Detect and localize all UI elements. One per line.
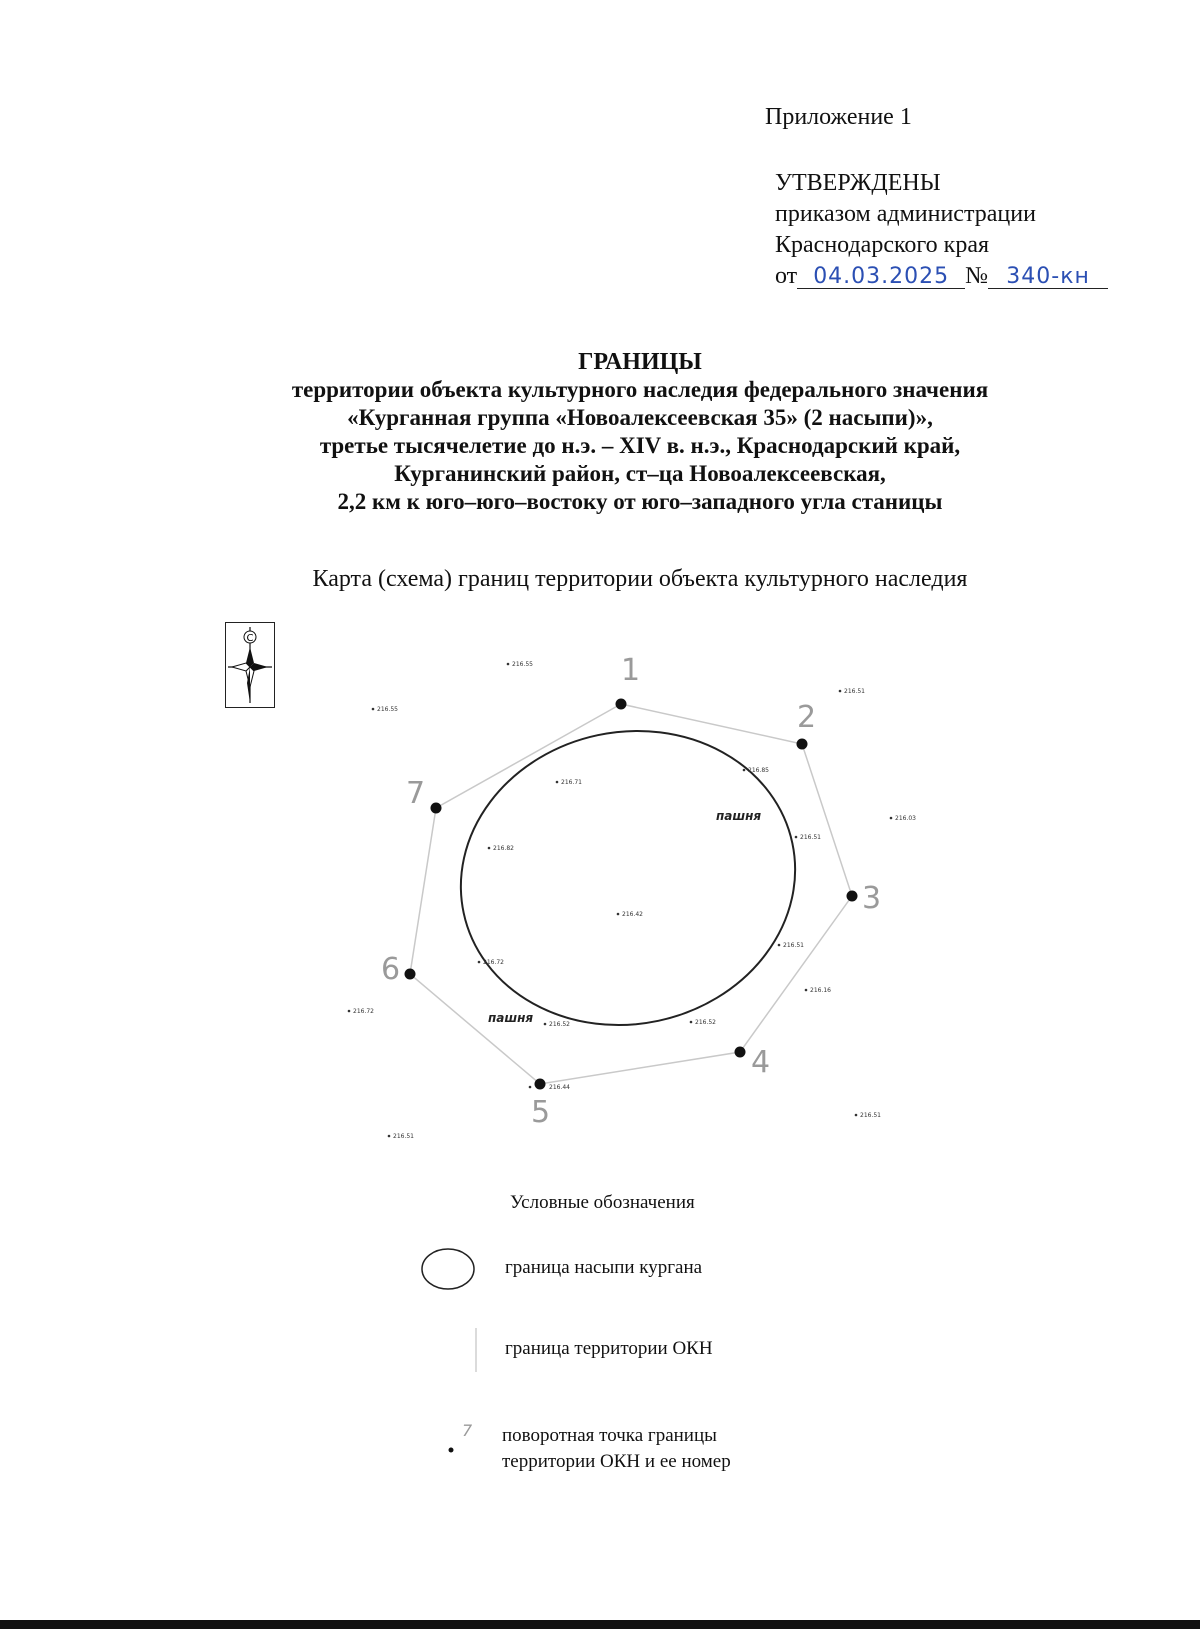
title-line-4: Курганинский район, ст–ца Новоалексеевская, [394, 461, 886, 486]
order-line-2: Краснодарского края [775, 232, 990, 258]
elevation-mark [805, 987, 831, 994]
elevation-mark [690, 1019, 716, 1026]
legend-turning-point-symbol [449, 1448, 454, 1453]
turning-point [405, 969, 416, 980]
elevation-mark [348, 1008, 374, 1015]
svg-text:216.16: 216.16 [810, 987, 831, 994]
elevation-mark [544, 1021, 570, 1028]
area-label: пашня [716, 809, 762, 823]
turning-point [797, 739, 808, 750]
svg-text:216.52: 216.52 [549, 1021, 570, 1028]
elevation-mark [890, 815, 916, 822]
approved-label: УТВЕРЖДЕНЫ [775, 170, 941, 196]
handwritten-number: 340-кн [1006, 264, 1090, 289]
svg-text:216.55: 216.55 [377, 706, 398, 713]
area-label: пашня [488, 1011, 534, 1025]
legend-mound-label: граница насыпи кургана [505, 1257, 703, 1278]
svg-text:216.82: 216.82 [493, 845, 514, 852]
svg-text:216.51: 216.51 [800, 834, 821, 841]
mound-boundary [433, 700, 822, 1055]
legend-turning-point-line-1: поворотная точка границы [502, 1425, 717, 1446]
title-line-5: 2,2 км к юго–юго–востоку от юго–западного угла станицы [337, 489, 943, 514]
title-line-3: третье тысячелетие до н.э. – XIV в. н.э., Краснодарский край, [319, 433, 961, 458]
elevation-mark [778, 942, 804, 949]
number-sign: № [965, 263, 989, 289]
turning-point [735, 1047, 746, 1058]
elevation-mark [855, 1112, 881, 1119]
territory-boundary [410, 704, 852, 1084]
date-prefix: от [775, 263, 798, 289]
elevation-mark [556, 779, 582, 786]
svg-text:216.71: 216.71 [561, 779, 582, 786]
elevation-mark [617, 911, 643, 918]
point-number: 4 [751, 1045, 771, 1080]
title-line-2: «Курганная группа «Новоалексеевская 35» (2 насыпи)», [347, 405, 933, 430]
point-number: 2 [797, 700, 817, 735]
point-number: 6 [381, 952, 401, 987]
legend-territory-label: граница территории ОКН [505, 1338, 713, 1359]
svg-text:216.52: 216.52 [695, 1019, 716, 1026]
svg-text:216.42: 216.42 [622, 911, 643, 918]
order-line-1: приказом администрации [775, 201, 1036, 227]
svg-text:216.51: 216.51 [860, 1112, 881, 1119]
turning-point [431, 803, 442, 814]
point-numbers [381, 653, 881, 1130]
turning-point [616, 699, 627, 710]
svg-text:216.51: 216.51 [844, 688, 865, 695]
turning-point [847, 891, 858, 902]
point-number: 5 [531, 1095, 551, 1130]
title-line-1: территории объекта культурного наследия федерального значения [291, 377, 989, 402]
svg-text:216.44: 216.44 [549, 1084, 570, 1091]
elevation-mark [839, 688, 865, 695]
scan-edge [0, 1620, 1200, 1629]
map-caption: Карта (схема) границ территории объекта культурного наследия [312, 566, 968, 592]
elevation-mark [478, 959, 504, 966]
svg-text:216.03: 216.03 [895, 815, 916, 822]
turning-point [535, 1079, 546, 1090]
svg-text:216.72: 216.72 [353, 1008, 374, 1015]
svg-text:216.51: 216.51 [783, 942, 804, 949]
appendix-label: Приложение 1 [765, 104, 912, 130]
elevation-mark [388, 1133, 414, 1140]
turning-points [405, 699, 858, 1090]
elevation-mark [372, 706, 398, 713]
elevation-mark [488, 845, 514, 852]
svg-text:216.51: 216.51 [393, 1133, 414, 1140]
legend-title: Условные обозначения [510, 1192, 695, 1213]
elevation-marks [348, 661, 916, 1140]
handwritten-date: 04.03.2025 [813, 264, 950, 289]
elevation-mark [795, 834, 821, 841]
svg-text:216.55: 216.55 [512, 661, 533, 668]
legend-turning-point-label [502, 1423, 731, 1475]
svg-text:216.85: 216.85 [748, 767, 769, 774]
legend-sample-number: 7 [462, 1421, 473, 1440]
elevation-mark [507, 661, 533, 668]
legend-mound-symbol [422, 1249, 474, 1289]
legend-turning-point-line-2: территории ОКН и ее номер [502, 1451, 731, 1472]
point-number: 3 [862, 881, 882, 916]
svg-text:216.72: 216.72 [483, 959, 504, 966]
compass-letter: С [246, 633, 254, 644]
point-number: 7 [406, 776, 426, 811]
title-heading: ГРАНИЦЫ [578, 349, 702, 375]
point-number: 1 [621, 653, 641, 688]
